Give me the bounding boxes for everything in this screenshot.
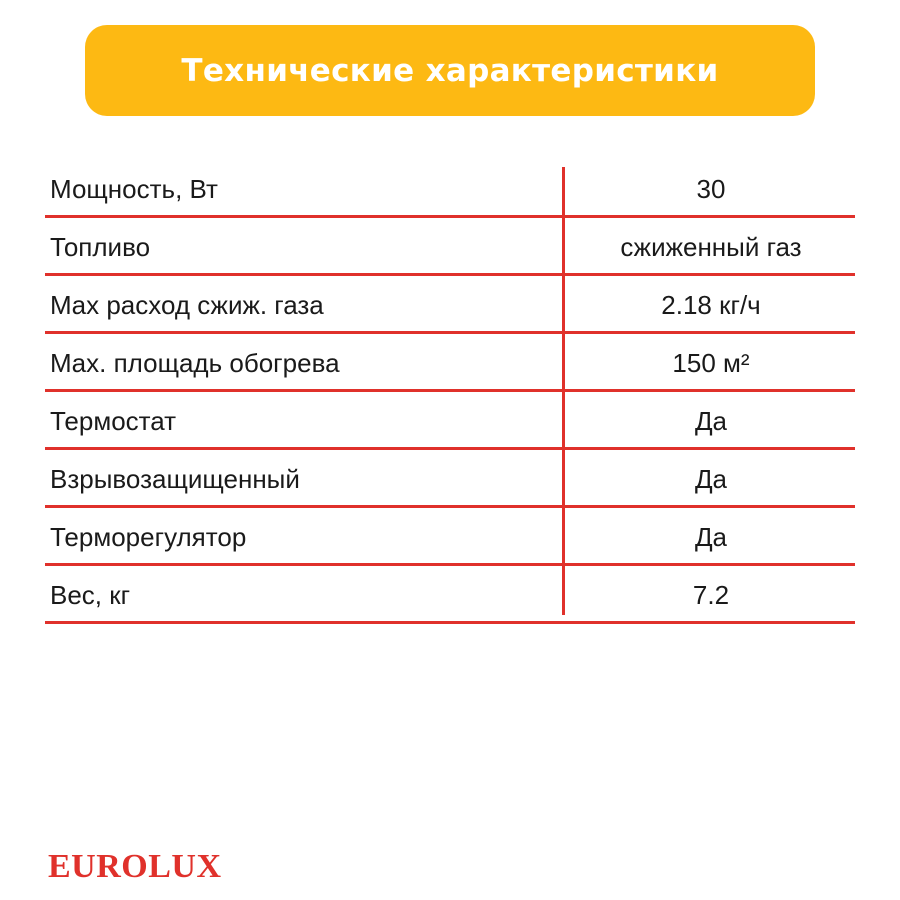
spec-row-thermostat [45,392,855,450]
spec-value: Да [694,522,728,552]
spec-row-heating-area [45,334,855,392]
spec-row-power [45,160,855,218]
spec-row-gas-consumption [45,276,855,334]
spec-label: Вес, кг [50,580,131,610]
spec-value: Да [694,464,728,494]
spec-value: 30 [696,174,726,204]
spec-row-weight [45,566,855,624]
specs-table [45,160,855,624]
spec-row-thermoregulator [45,508,855,566]
spec-value: Да [694,406,728,436]
spec-label: Мощность, Вт [50,174,218,204]
spec-row-fuel [45,218,855,276]
spec-value: 2.18 кг/ч [661,290,761,320]
column-divider [562,167,565,615]
spec-label: Max расход сжиж. газа [50,290,324,320]
spec-label: Взрывозащищенный [50,464,300,494]
spec-row-explosion-proof [45,450,855,508]
page-title: Технические характеристики [181,52,719,89]
spec-label: Термостат [50,406,177,436]
spec-label: Топливо [50,232,151,262]
spec-label: Max. площадь обогрева [50,348,340,378]
title-banner [85,25,815,116]
spec-value: сжиженный газ [620,232,802,262]
brand-logo: EUROLUX [48,848,222,885]
spec-value: 150 м² [672,348,750,378]
spec-value: 7.2 [692,580,730,610]
spec-label: Терморегулятор [50,522,247,552]
